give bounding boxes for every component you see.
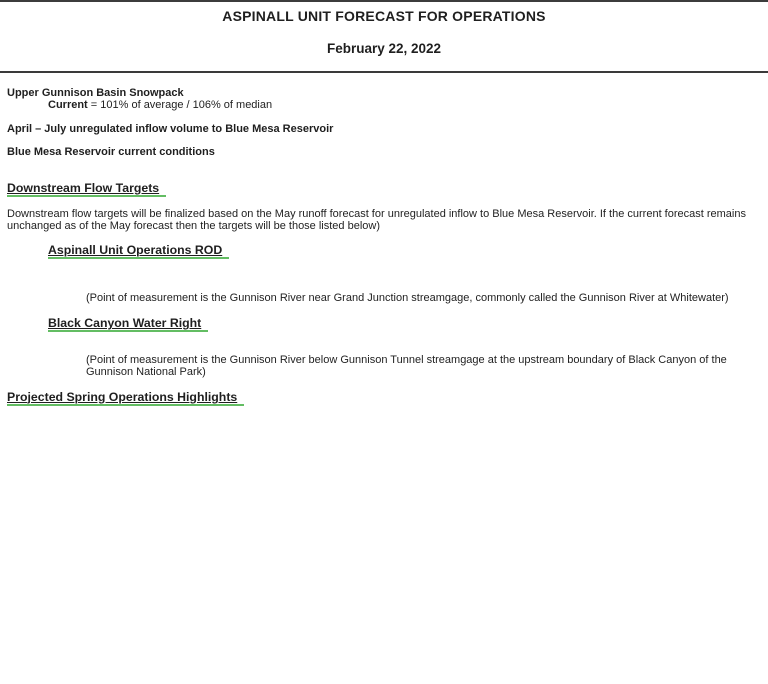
- section-heading: [7, 181, 758, 197]
- spacer: [7, 332, 758, 343]
- spacer: [7, 379, 758, 390]
- spacer: [7, 197, 758, 208]
- spacer: [7, 135, 758, 146]
- spacer: [7, 232, 758, 243]
- paragraph: (Point of measurement is the Gunnison River near Grand Junction streamgage, commonly called the Gunnison River at Whitewater): [86, 292, 729, 305]
- document-date: February 22, 2022: [326, 41, 442, 56]
- line-lead-bold: Current: [48, 99, 88, 112]
- spacer: [7, 406, 758, 417]
- spacer: [7, 281, 758, 292]
- section-label: Upper Gunnison Basin Snowpack: [7, 87, 184, 99]
- document-body: [0, 73, 768, 428]
- section-heading: [48, 243, 758, 259]
- section-heading: [7, 390, 758, 406]
- spacer: [7, 259, 758, 270]
- spacer: [7, 417, 758, 428]
- section-heading: [48, 316, 758, 332]
- section-heading-text: Aspinall Unit Operations ROD: [48, 243, 229, 259]
- section-heading-text: Projected Spring Operations Highlights: [7, 390, 244, 406]
- section-heading-text: Black Canyon Water Right: [48, 316, 208, 332]
- spacer: [7, 159, 758, 170]
- section-label: Blue Mesa Reservoir current conditions: [7, 146, 215, 159]
- data-line: [48, 99, 758, 111]
- spacer: [7, 170, 758, 181]
- spacer: [7, 112, 758, 123]
- line-text: = 101% of average / 106% of median: [87, 99, 273, 112]
- spacer: [7, 305, 758, 316]
- section-heading-text: Downstream Flow Targets: [7, 181, 166, 197]
- document-title: ASPINALL UNIT FORECAST FOR OPERATIONS: [222, 8, 546, 24]
- paragraph: Downstream flow targets will be finalized based on the May runoff forecast for unregulated inflow to Blue Mesa Reservoir. If the current forecast remains unchanged as of the May forecast then the targets will be those listed below): [7, 207, 746, 233]
- spacer: [7, 343, 758, 354]
- document-page: [0, 8, 768, 428]
- section-label: April – July unregulated inflow volume to Blue Mesa Reservoir: [7, 122, 334, 135]
- spacer: [7, 270, 758, 281]
- paragraph: (Point of measurement is the Gunnison River below Gunnison Tunnel streamgage at the upstream boundary of Black Canyon of the Gunnison National Park): [86, 353, 727, 379]
